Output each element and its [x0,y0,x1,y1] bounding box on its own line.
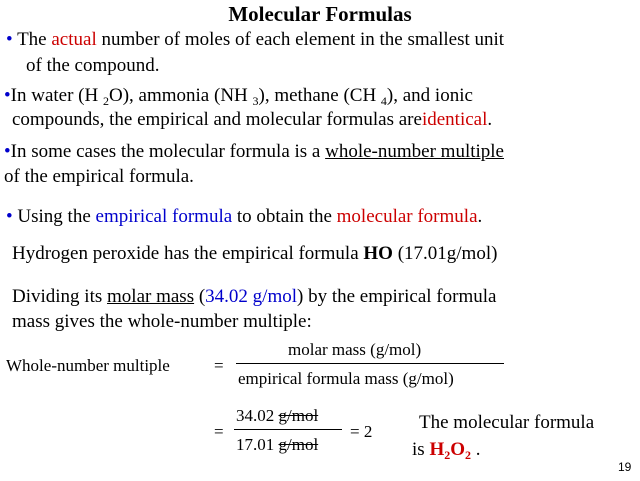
bullet-3-line2: of the empirical formula. [4,166,194,187]
equals-sign: = [214,356,224,375]
conclusion-text: is [412,439,430,460]
highlight-identical: identical [421,109,488,130]
equation-lhs: Whole-number multiple [6,356,170,375]
bullet-2-line2 [12,108,492,131]
bullet-4 [6,205,482,228]
bullet-2 [4,84,473,107]
subscript: 2 [102,94,109,108]
bullet-text: Using the [17,206,96,227]
bullet-text: In some cases the molecular formula is a [10,141,326,162]
numeric-denominator [236,435,318,455]
conclusion-text: . [471,439,481,460]
bullet-marker: • [6,29,13,50]
numeric-numerator [236,406,318,426]
example-text: ) by the empirical formula [297,286,497,307]
bullet-text: O), ammonia (NH [108,85,253,106]
example-line-3: mass gives the whole-number multiple: [12,311,312,332]
cancelled-unit: g/mol [278,435,319,454]
example-text: (17.01g/mol) [392,243,498,264]
fraction-denominator: empirical formula mass (g/mol) [238,369,454,388]
highlight-empirical-formula: empirical formula [95,206,233,227]
example-text: Hydrogen peroxide has the empirical formula [12,243,364,264]
fraction-numerator: molar mass (g/mol) [288,340,422,359]
cancelled-unit: g/mol [278,406,319,425]
bullet-text: number of moles of each element in the smallest unit [96,29,505,50]
conclusion-line-2 [412,438,481,461]
value: 34.02 [236,406,275,425]
equation-result: = 2 [350,422,373,441]
bullet-marker: • [6,206,13,227]
bullet-text: ), methane (CH [258,85,381,106]
fraction-bar [236,363,504,364]
example-text: ( [194,286,206,307]
bullet-1 [6,28,504,51]
bullet-marker: • [4,141,11,162]
subscript: 4 [380,94,387,108]
bullet-text: to obtain the [232,206,337,227]
formula-h2o2: $H_2O_2$ [429,439,471,462]
bullet-text: The [17,29,52,50]
example-line-1 [12,242,497,265]
bullet-3 [4,140,504,163]
bullet-text: . [477,206,483,227]
example-text: Dividing its [12,286,108,307]
bullet-text: In water (H [10,85,103,106]
page-number: 19 [618,460,632,474]
fraction-bar [234,429,342,430]
equals-sign: = [214,422,224,441]
underlined-molar-mass: molar mass [107,286,195,307]
empirical-formula-ho: HO [363,243,393,264]
bullet-text: ), and ionic [386,85,473,106]
highlight-molecular-formula: molecular formula [336,206,478,227]
conclusion-line-1: The molecular formula [419,412,595,433]
underlined-phrase: whole-number multiple [325,141,504,162]
bullet-text: . [487,109,493,130]
page-title: Molecular Formulas [228,2,412,26]
bullet-1-line2: of the compound. [26,55,160,76]
bullet-text: compounds, the empirical and molecular formulas are [12,109,422,130]
bullet-marker: • [4,85,11,106]
subscript: 3 [252,94,259,108]
value: 17.01 [236,435,275,454]
example-line-2 [12,285,496,308]
molar-mass-value: 34.02 g/mol [205,286,298,307]
highlight-actual: actual [51,29,97,50]
